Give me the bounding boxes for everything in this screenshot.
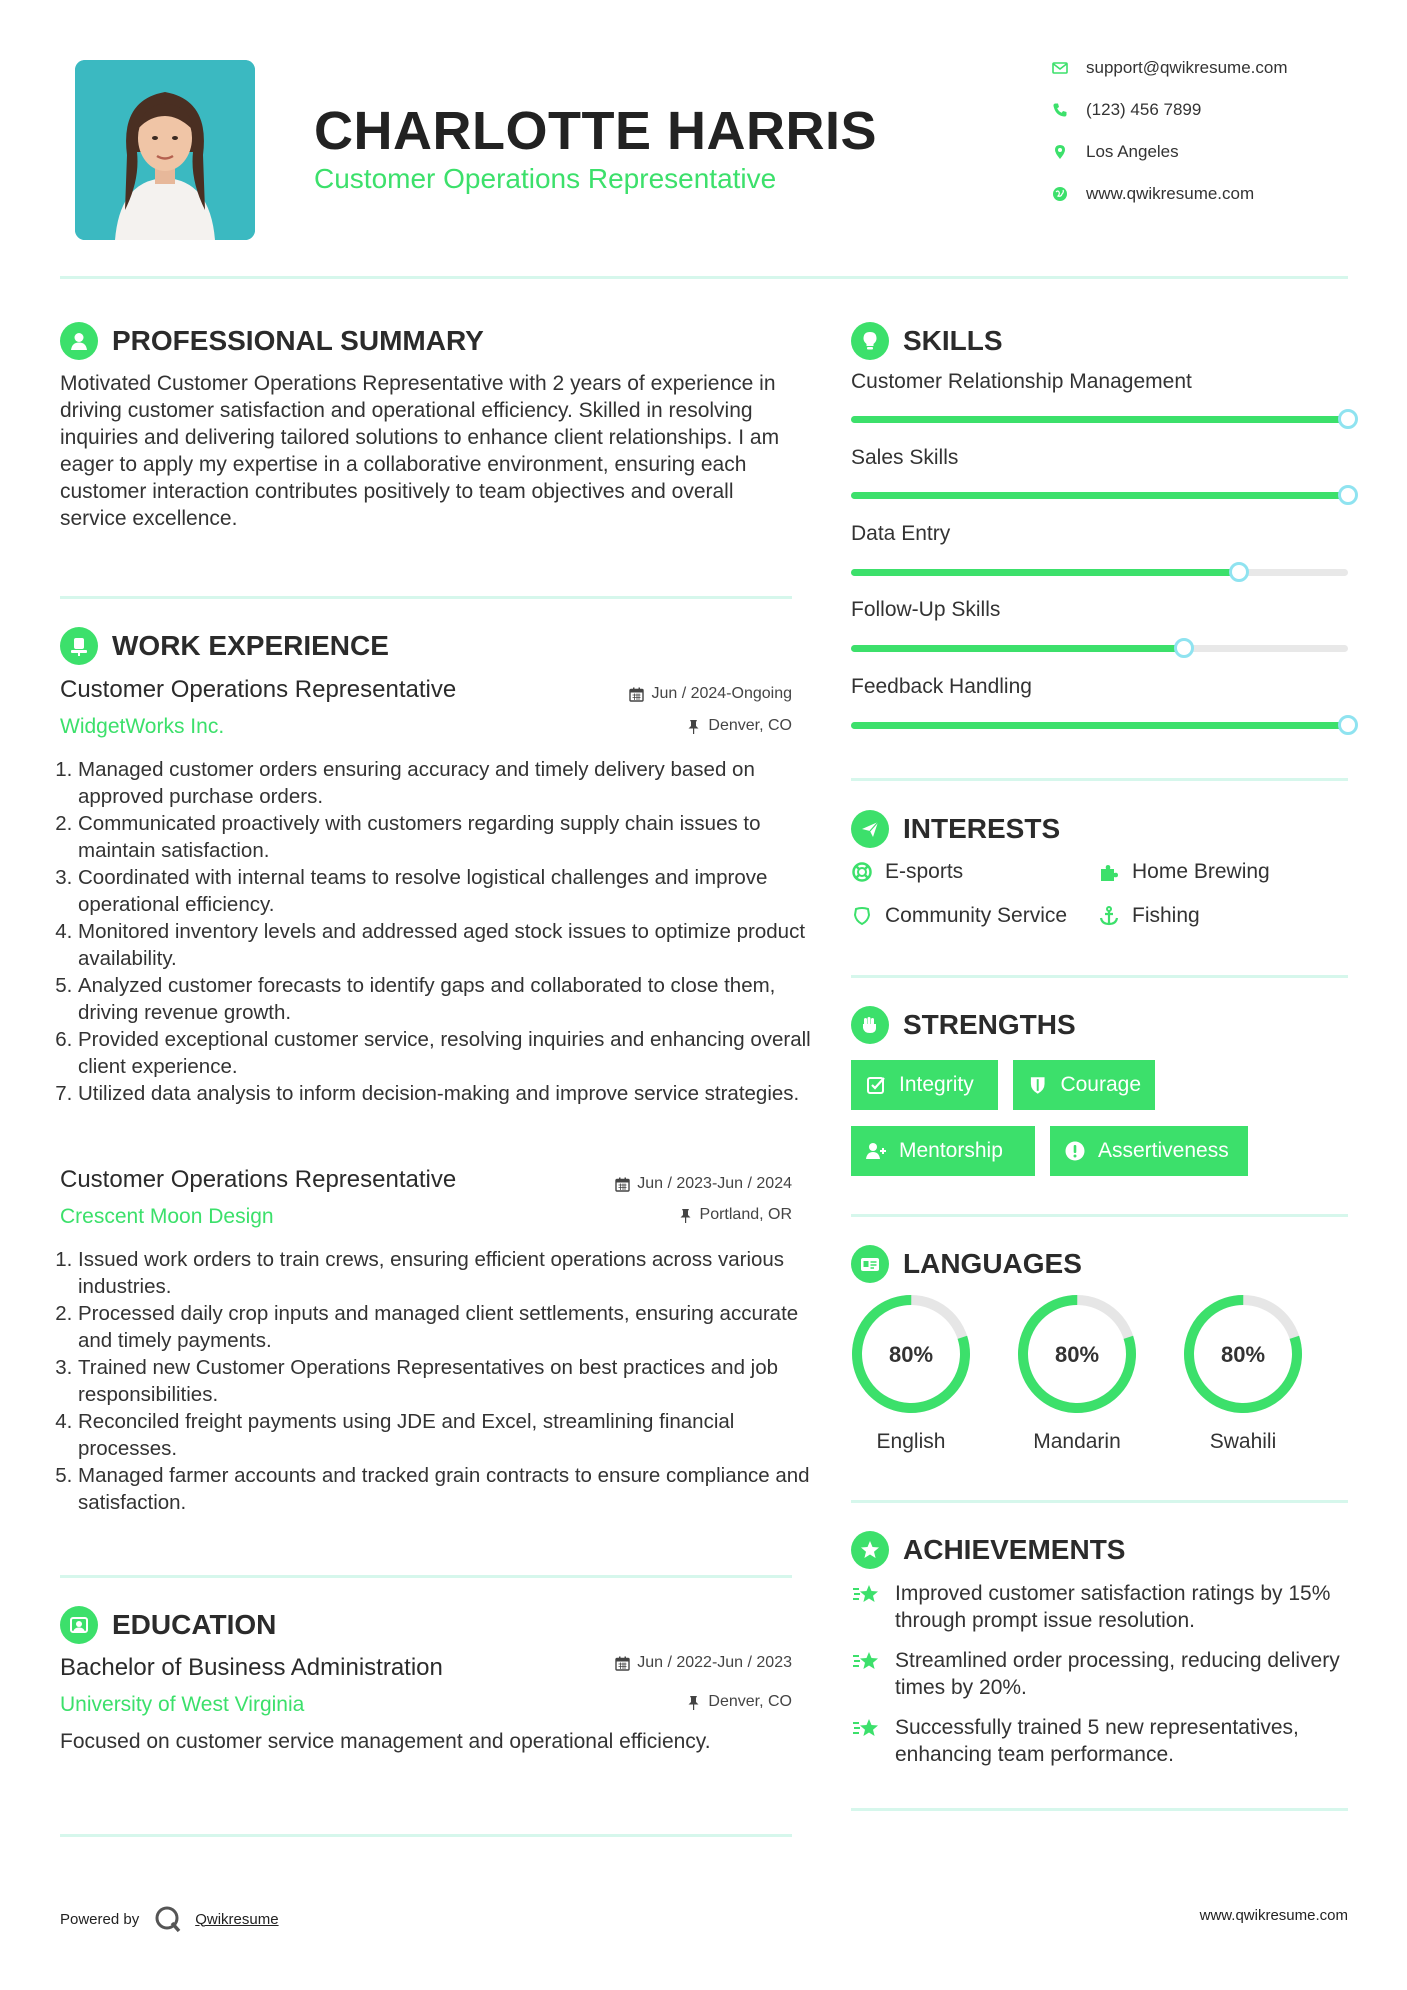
languages-divider bbox=[851, 1500, 1348, 1503]
lightbulb-icon bbox=[851, 322, 889, 360]
education-degree: Bachelor of Business Administration bbox=[60, 1654, 443, 1681]
skill-1-bar-knob bbox=[1338, 409, 1358, 429]
calendar-icon bbox=[615, 1177, 630, 1192]
puzzle-icon bbox=[1098, 861, 1120, 883]
strength-integrity bbox=[851, 1060, 998, 1110]
interest-esports-text: E-sports bbox=[885, 860, 964, 883]
skill-3-bar-knob bbox=[1229, 562, 1249, 582]
job-2-duties bbox=[60, 1246, 818, 1516]
qwikresume-logo-icon bbox=[153, 1904, 183, 1934]
achievements-heading-text: ACHIEVEMENTS bbox=[903, 1534, 1126, 1565]
profile-photo bbox=[75, 60, 255, 240]
job-2-dates-text: Jun / 2023-Jun / 2024 bbox=[637, 1175, 792, 1192]
pin-icon bbox=[678, 1208, 693, 1223]
interest-fishing bbox=[1098, 904, 1200, 928]
language-2-ring bbox=[1015, 1292, 1139, 1416]
header-divider bbox=[60, 276, 1348, 279]
job-2-company: Crescent Moon Design bbox=[60, 1205, 274, 1228]
language-1-name: English bbox=[876, 1430, 946, 1453]
experience-heading bbox=[60, 627, 389, 665]
strength-mentorship bbox=[851, 1126, 1035, 1176]
skill-1-bar-fill bbox=[851, 416, 1348, 423]
education-heading-text: EDUCATION bbox=[112, 1609, 277, 1640]
skill-3-bar bbox=[851, 569, 1348, 576]
graduate-icon bbox=[60, 1606, 98, 1644]
job-2-duty-2: 2. Processed daily crop inputs and managed client settlements, ensuring accurate and timely payments. bbox=[78, 1300, 818, 1354]
skill-4-bar-fill bbox=[851, 645, 1184, 652]
briefcase-icon bbox=[60, 627, 98, 665]
map-pin-icon bbox=[1052, 144, 1068, 160]
job-2-location bbox=[500, 1206, 792, 1224]
skill-4-bar-knob bbox=[1174, 638, 1194, 658]
achievements-heading bbox=[851, 1531, 1125, 1569]
language-3-name: Swahili bbox=[1209, 1430, 1277, 1453]
id-card-icon bbox=[851, 1245, 889, 1283]
footer-url[interactable]: www.qwikresume.com bbox=[1199, 1907, 1348, 1924]
education-dates bbox=[500, 1654, 792, 1672]
languages-heading bbox=[851, 1245, 1082, 1283]
skill-3-bar-fill bbox=[851, 569, 1239, 576]
language-1-ring bbox=[849, 1292, 973, 1416]
contact-website-text: www.qwikresume.com bbox=[1086, 184, 1255, 203]
skill-2-bar bbox=[851, 492, 1348, 499]
interest-home-brewing bbox=[1098, 860, 1270, 884]
achievement-3 bbox=[851, 1714, 1351, 1768]
pin-icon bbox=[686, 719, 701, 734]
job-1-duty-4: 4. Monitored inventory levels and addressed aged stock issues to optimize product availability. bbox=[78, 918, 818, 972]
lifebuoy-icon bbox=[851, 861, 873, 883]
achievement-2 bbox=[851, 1647, 1351, 1701]
experience-divider bbox=[60, 1575, 792, 1578]
language-3-ring bbox=[1181, 1292, 1305, 1416]
contact-email-text: support@qwikresume.com bbox=[1086, 58, 1288, 77]
skill-2-name: Sales Skills bbox=[851, 446, 959, 469]
summary-text: Motivated Customer Operations Representative with 2 years of experience in driving customer satisfaction and operational efficiency. Skilled in resolving inquiries and delivering tailored solutions to enhance client relationships. I am eager to apply my expertise in a collaborative environment, ensuring each customer interaction contributes positively to team objectives and overall service excellence. bbox=[60, 372, 780, 530]
fist-icon bbox=[851, 1006, 889, 1044]
skill-1-bar bbox=[851, 416, 1348, 423]
strength-integrity-text: Integrity bbox=[899, 1073, 974, 1096]
language-1-percent: 80% bbox=[888, 1342, 934, 1367]
add-user-icon bbox=[865, 1140, 887, 1162]
user-icon bbox=[60, 322, 98, 360]
shooting-star-icon bbox=[851, 1580, 881, 1610]
language-2-percent: 80% bbox=[1054, 1342, 1100, 1367]
education-location bbox=[500, 1693, 792, 1711]
job-1-duty-3: 3. Coordinated with internal teams to resolve logistical challenges and improve operational efficiency. bbox=[78, 864, 818, 918]
skill-4-name: Follow-Up Skills bbox=[851, 598, 1001, 621]
skill-1-name: Customer Relationship Management bbox=[851, 370, 1192, 393]
job-1-duty-1: 1. Managed customer orders ensuring accuracy and timely delivery based on approved purchase orders. bbox=[78, 756, 818, 810]
candidate-name: CHARLOTTE HARRIS bbox=[314, 101, 877, 161]
job-1-location bbox=[500, 717, 792, 735]
job-1-duty-6: 6. Provided exceptional customer service, resolving inquiries and enhancing overall client experience. bbox=[78, 1026, 818, 1080]
contact-location bbox=[1052, 137, 1179, 167]
star-badge-icon bbox=[851, 1531, 889, 1569]
education-dates-text: Jun / 2022-Jun / 2023 bbox=[637, 1654, 792, 1671]
achievement-1 bbox=[851, 1580, 1351, 1634]
skill-2-bar-fill bbox=[851, 492, 1348, 499]
skills-heading-text: SKILLS bbox=[903, 325, 1003, 356]
job-1-duties bbox=[60, 756, 818, 1107]
job-1-title: Customer Operations Representative bbox=[60, 676, 457, 703]
job-2-title: Customer Operations Representative bbox=[60, 1166, 457, 1193]
globe-icon bbox=[1052, 186, 1068, 202]
paper-plane-icon bbox=[851, 810, 889, 848]
shooting-star-icon bbox=[851, 1714, 881, 1744]
job-1-duty-7: 7. Utilized data analysis to inform decision-making and improve service strategies. bbox=[78, 1080, 818, 1107]
strengths-divider bbox=[851, 1214, 1348, 1217]
shield-outline-icon bbox=[851, 905, 873, 927]
calendar-icon bbox=[629, 687, 644, 702]
education-divider bbox=[60, 1834, 792, 1837]
achievement-1-text: Improved customer satisfaction ratings by 15% through prompt issue resolution. bbox=[895, 1582, 1331, 1632]
job-1-duty-2: 2. Communicated proactively with customers regarding supply chain issues to maintain satisfaction. bbox=[78, 810, 818, 864]
job-1-duty-5: 5. Analyzed customer forecasts to identify gaps and collaborated to close them, driving revenue growth. bbox=[78, 972, 818, 1026]
job-2-location-text: Portland, OR bbox=[699, 1206, 792, 1223]
alert-icon bbox=[1064, 1140, 1086, 1162]
strength-courage-text: Courage bbox=[1060, 1073, 1141, 1096]
summary-heading bbox=[60, 322, 484, 360]
contact-phone[interactable] bbox=[1052, 95, 1201, 125]
interests-heading bbox=[851, 810, 1060, 848]
strength-assertiveness bbox=[1050, 1126, 1248, 1176]
interest-community-service bbox=[851, 904, 1067, 928]
job-1-location-text: Denver, CO bbox=[708, 717, 792, 734]
summary-divider bbox=[60, 596, 792, 599]
education-heading bbox=[60, 1606, 276, 1644]
skill-5-name: Feedback Handling bbox=[851, 675, 1032, 698]
interest-fishing-text: Fishing bbox=[1132, 904, 1200, 927]
job-2-duty-4: 4. Reconciled freight payments using JDE and Excel, streamlining financial processes. bbox=[78, 1408, 818, 1462]
education-school: University of West Virginia bbox=[60, 1693, 305, 1716]
job-1-dates-text: Jun / 2024-Ongoing bbox=[651, 685, 792, 702]
skills-heading bbox=[851, 322, 1003, 360]
experience-heading-text: WORK EXPERIENCE bbox=[112, 630, 389, 661]
interest-community-service-text: Community Service bbox=[885, 904, 1068, 927]
skills-divider bbox=[851, 778, 1348, 781]
skill-4-bar bbox=[851, 645, 1348, 652]
anchor-icon bbox=[1098, 905, 1120, 927]
powered-by-text: Powered by bbox=[60, 1910, 140, 1928]
contact-website[interactable] bbox=[1052, 179, 1254, 209]
skill-5-bar-knob bbox=[1338, 715, 1358, 735]
summary-heading-text: PROFESSIONAL SUMMARY bbox=[112, 325, 484, 356]
education-description: Focused on customer service management and operational efficiency. bbox=[60, 1730, 711, 1753]
strength-courage bbox=[1013, 1060, 1155, 1110]
skill-5-bar-fill bbox=[851, 722, 1348, 729]
candidate-title: Customer Operations Representative bbox=[314, 163, 777, 194]
interest-home-brewing-text: Home Brewing bbox=[1132, 860, 1270, 883]
email-icon bbox=[1052, 60, 1068, 76]
strength-mentorship-text: Mentorship bbox=[899, 1139, 1003, 1162]
languages-heading-text: LANGUAGES bbox=[903, 1248, 1082, 1279]
interests-divider bbox=[851, 975, 1348, 978]
contact-phone-text: (123) 456 7899 bbox=[1086, 100, 1202, 119]
interests-heading-text: INTERESTS bbox=[903, 813, 1061, 844]
job-2-dates bbox=[500, 1175, 792, 1193]
checkbox-icon bbox=[865, 1074, 887, 1096]
job-1-dates bbox=[500, 685, 792, 703]
skill-3-name: Data Entry bbox=[851, 522, 951, 545]
language-3-percent: 80% bbox=[1220, 1342, 1266, 1367]
job-2-duty-3: 3. Trained new Customer Operations Representatives on best practices and job responsibilities. bbox=[78, 1354, 818, 1408]
job-2-duty-5: 5. Managed farmer accounts and tracked grain contracts to ensure compliance and satisfaction. bbox=[78, 1462, 818, 1516]
job-1-company: WidgetWorks Inc. bbox=[60, 715, 225, 738]
pin-icon bbox=[686, 1695, 701, 1710]
interest-esports bbox=[851, 860, 963, 884]
achievements-divider bbox=[851, 1808, 1348, 1811]
shooting-star-icon bbox=[851, 1647, 881, 1677]
qwikresume-link[interactable]: Qwikresume bbox=[195, 1910, 279, 1928]
job-2-duty-1: 1. Issued work orders to train crews, ensuring efficient operations across various industries. bbox=[78, 1246, 818, 1300]
skill-2-bar-knob bbox=[1338, 485, 1358, 505]
achievement-2-text: Streamlined order processing, reducing delivery times by 20%. bbox=[895, 1649, 1340, 1699]
language-2-name: Mandarin bbox=[1033, 1430, 1121, 1453]
strengths-heading bbox=[851, 1006, 1076, 1044]
strength-assertiveness-text: Assertiveness bbox=[1098, 1139, 1229, 1162]
shield-icon bbox=[1027, 1074, 1048, 1096]
education-location-text: Denver, CO bbox=[708, 1693, 792, 1710]
phone-icon bbox=[1052, 102, 1068, 118]
calendar-icon bbox=[615, 1656, 630, 1671]
achievement-3-text: Successfully trained 5 new representatives, enhancing team performance. bbox=[895, 1716, 1299, 1766]
footer-powered-by bbox=[60, 1904, 279, 1934]
contact-email[interactable] bbox=[1052, 53, 1288, 83]
skill-5-bar bbox=[851, 722, 1348, 729]
contact-location-text: Los Angeles bbox=[1086, 142, 1179, 161]
strengths-heading-text: STRENGTHS bbox=[903, 1009, 1076, 1040]
